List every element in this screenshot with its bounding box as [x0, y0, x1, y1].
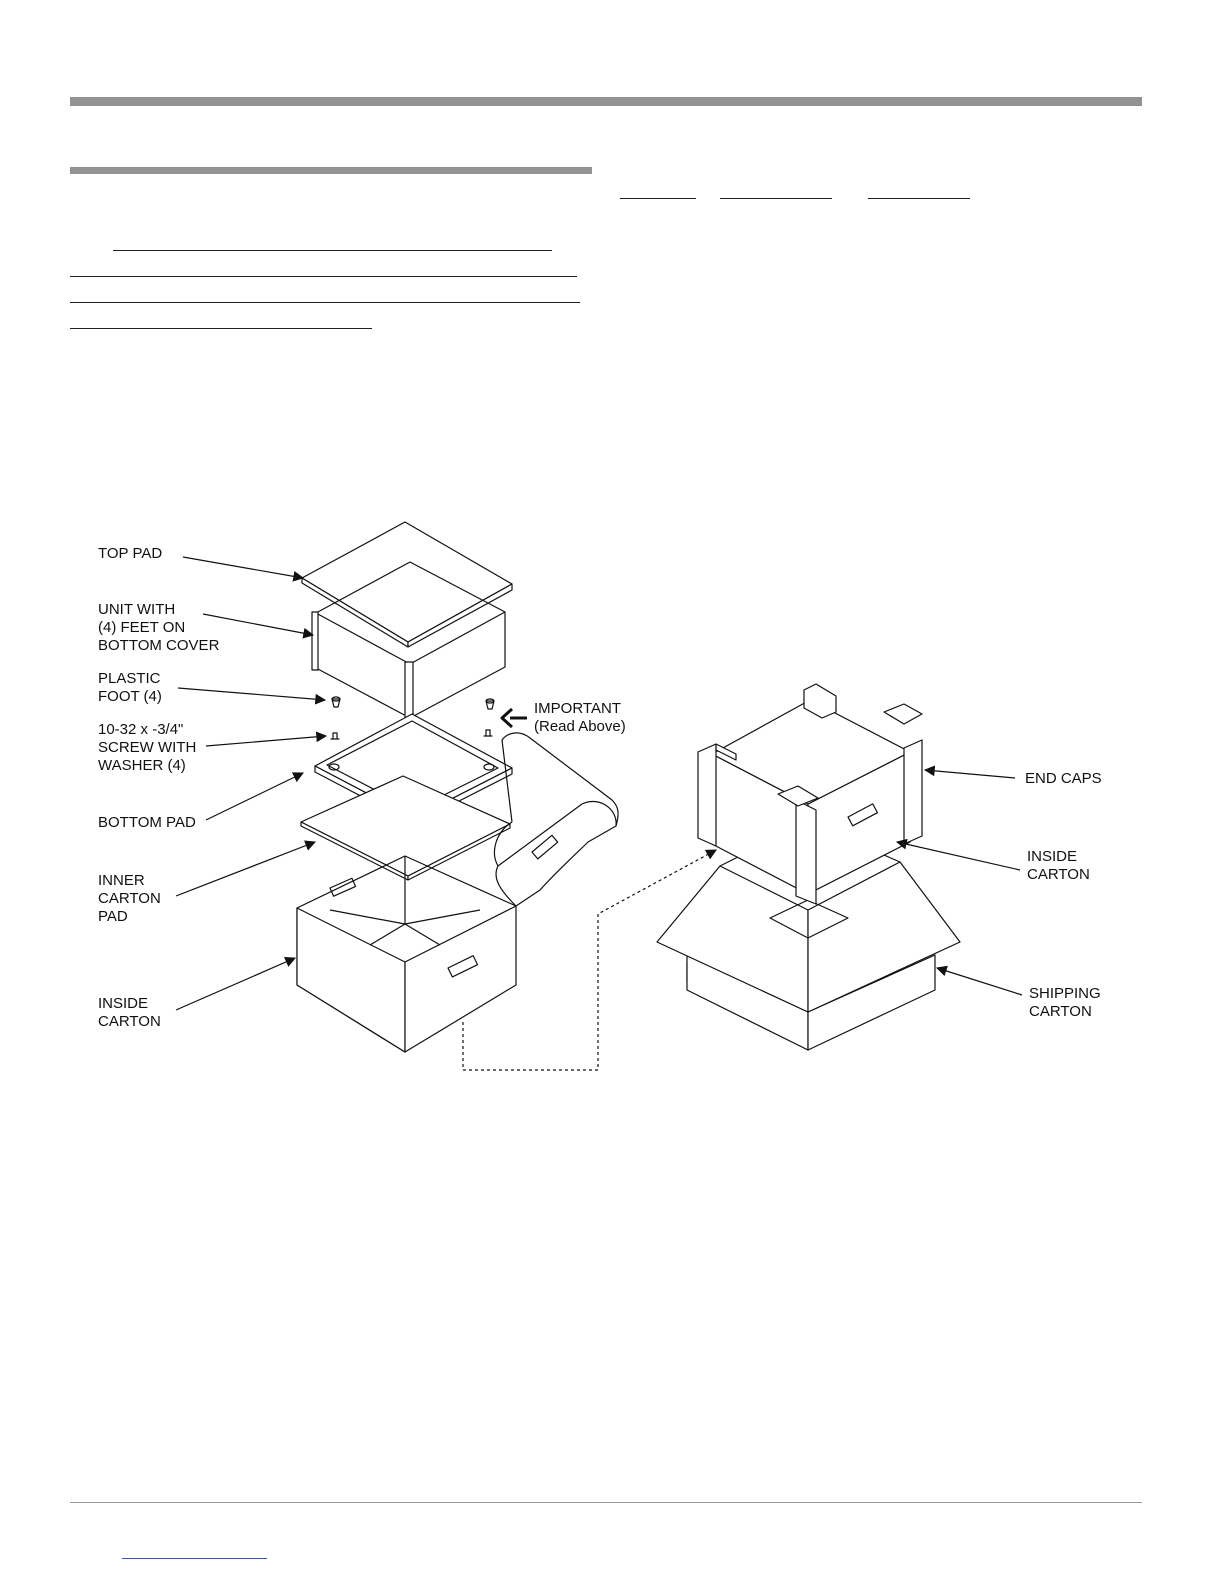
label-plastic-foot: PLASTIC FOOT (4)	[98, 670, 162, 705]
label-end-caps: END CAPS	[1025, 770, 1102, 787]
footer-link-underline[interactable]	[122, 1558, 267, 1559]
label-inside-carton-right: INSIDE CARTON	[1027, 848, 1090, 883]
label-screw: 10-32 x -3/4" SCREW WITH WASHER (4)	[98, 721, 197, 774]
footer-rule	[70, 1502, 1142, 1503]
label-top-pad: TOP PAD	[98, 545, 163, 562]
label-bottom-pad: BOTTOM PAD	[98, 814, 196, 831]
label-unit-with-feet: UNIT WITH (4) FEET ON BOTTOM COVER	[98, 601, 220, 654]
label-shipping-carton: SHIPPING CARTON	[1029, 985, 1101, 1020]
label-inner-carton-pad: INNER CARTON PAD	[98, 872, 161, 925]
label-inside-carton-left: INSIDE CARTON	[98, 995, 161, 1030]
label-important: IMPORTANT (Read Above)	[534, 700, 626, 735]
important-arrow	[502, 709, 527, 727]
